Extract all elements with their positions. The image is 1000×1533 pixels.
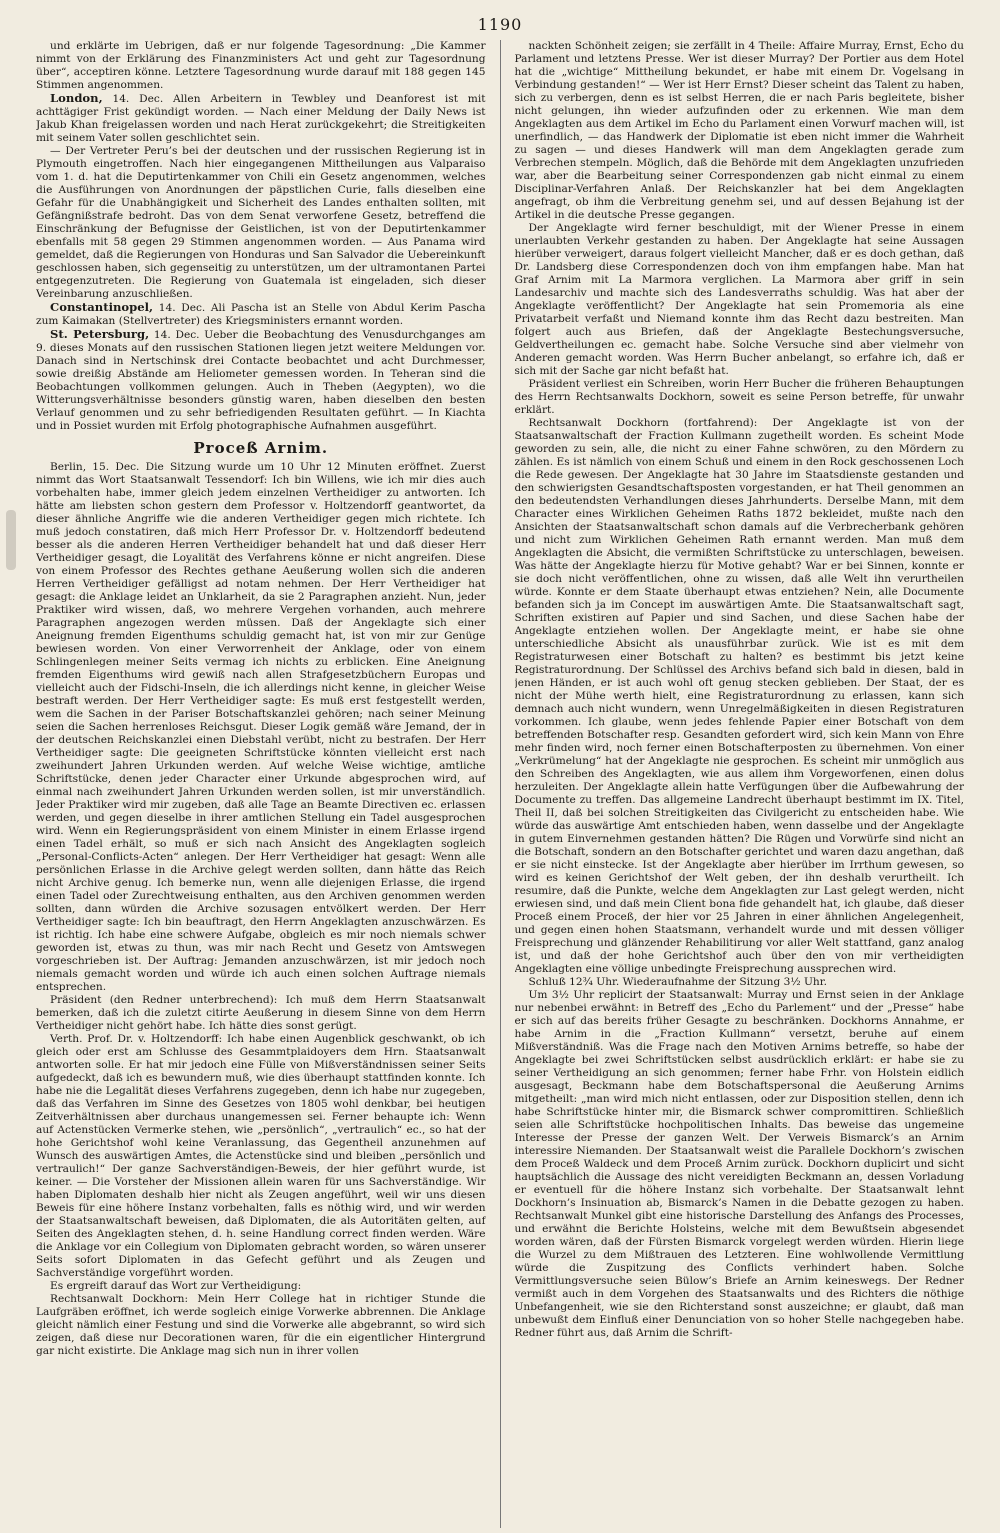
paragraph	[515, 40, 965, 222]
page-number: 1190	[477, 15, 523, 34]
paragraph-text: Rechtsanwalt Dockhorn (fortfahrend): Der Angeklagte ist von der Staatsanwaltschaft der Fraction Kullmann zugetheilt worden. Es scheint Mode geworden zu sein, alle, die nicht zu einer Fahne schwören, zu den Mördern zu zählen. Es ist nämlich von einem Schuß und einem in den Rock geschossenen Loch die Rede gewesen. Der Angeklagte hat 30 Jahre im Staatsdienste gestanden und den schwierigsten Gesandtschaftsposten vorgestanden, er hat Theil genommen an den bedeutendsten Verhandlungen dieses Jahrhunderts. Derselbe Mann, mit dem Character eines Wirklichen Geheimen Raths 1872 bekleidet, mußte nach den Ansichten der Staatsanwaltschaft schon damals auf die Verbrecherbank gehören und nicht zum Wirklichen Geheimen Rath ernannt werden. Man muß dem Angeklagten die Absicht, die vermißten Schriftstücke zu unterschlagen, beweisen. Was hätte der Angeklagte hierzu für Motive gehabt? War er bei Sinnen, konnte er sie doch nicht veröffentlichen, ohne zu wissen, daß alle Welt ihn verurtheilen würde. Konnte er dem Staate überhaupt etwas entziehen? Nein, alle Documente befanden sich ja im Concept im auswärtigen Amte. Die Staatsanwaltschaft sagt, Schriften existiren auf Papier und sind Sachen, und diese Sachen habe der Angeklagte entziehen wollen. Der Angeklagte meint, er habe sie ohne unterschiedliche Absicht als unausführbar zurück. Wie ist es mit dem Registraturwesen einer Botschaft zu halten? es bestimmt bis jetzt keine Registraturordnung. Der Schlüssel des Archivs befand sich bald in diesen, bald in jenen Händen, er ist auch wohl oft genug stecken geblieben. Der Staat, der es nicht der Mühe werth hielt, eine Registraturordnung zu erlassen, kann sich demnach auch nicht wundern, wenn Unregelmäßigkeiten in diesen Registraturen vorkommen. Ich glaube, wenn jedes fehlende Papier einer Botschaft von dem betreffenden Botschafter resp. Gesandten gefordert wird, sich kein Mann von Ehre mehr finden wird, noch ferner einen Botschafterposten zu übernehmen. Von einer „Verkrümelung“ hat der Angeklagte nie gesprochen. Es scheint mir unmöglich aus den Schreiben des Angeklagten, wie aus allem ihm Vorgeworfenen, einen dolus herzuleiten. Der Angeklagte allein hatte Verfügungen über die Aufbewahrung der Documente zu treffen. Das allgemeine Landrecht überhaupt bestimmt im IX. Titel, Theil II, daß bei solchen Streitigkeiten das Civilgericht zu entscheiden habe. Wie würde das auswärtige Amt entschieden haben, wenn dasselbe und der Angeklagte in gutem Einvernehmen gestanden hätten? Die Rügen und Vorwürfe sind nicht an die Botschaft, sondern an den Botschafter gerichtet und waren dazu angethan, daß er sie nicht einstecke. Ist der Angeklagte aber hierüber im Irrthum gewesen, so wird es keinen Gerichtshof der Welt geben, der ihn deshalb verurtheilt. Ich resumire, daß die Punkte, welche dem Angeklagten zur Last gelegt werden, nicht erwiesen sind, und daß mein Client bona fide gehandelt hat, ich glaube, daß dieser Proceß einem Proceß, der hier vor 25 Jahren in einer ähnlichen Angelegenheit, und gegen einen hohen Staatsmann, verhandelt wurde und mit dessen völliger Freisprechung und glänzender Rehabilitirung vor aller Welt stattfand, ganz analog ist, und daß der hohe Gerichtshof auch über den von mir vertheidigten Angeklagten eine völlige unbedingte Freisprechung aussprechen wird.	[514, 417, 965, 975]
paragraph	[36, 461, 486, 994]
paragraph-text: Rechtsanwalt Dockhorn: Mein Herr College hat in richtiger Stunde die Laufgräben eröffnet, ich werde sogleich einige Vorwerke abbrennen. Die Anklage gleicht nämlich einer Festung und sind die Vorwerke alle abgebrannt, so wird sich zeigen, daß diese nur Decorationen waren, für die ein eigentlicher Hintergrund gar nicht existirte. Die Anklage mag sich nun in ihrer vollen	[36, 1293, 486, 1357]
paragraph	[36, 145, 486, 301]
paragraph	[515, 976, 965, 989]
dateline: London,	[50, 91, 103, 105]
paragraph-text: 14. Dec. Allen Arbeitern in Tewbley und Deanforest ist mit achttägiger Frist gekündigt worden. — Nach einer Meldung der Daily News ist Jakub Khan freigelassen worden und nach Herat zurückgekehrt; die Streitigkeiten mit seinem Vater sollen geschlichtet sein.	[36, 93, 486, 144]
paragraph	[36, 1280, 486, 1293]
dateline: St. Petersburg,	[50, 327, 150, 341]
paragraph-text: Es ergreift darauf das Wort zur Vertheidigung:	[50, 1280, 302, 1292]
paragraph-text: Verth. Prof. Dr. v. Holtzendorff: Ich habe einen Augenblick geschwankt, ob ich gleich oder erst am Schlusse des Gesammtplaidoyers dem Hrn. Staatsanwalt antworten solle. Er hat mir jedoch eine Fülle von Mißverständnissen seiner Seits aufgedeckt, daß ich es bewundern muß, wie dies überhaupt stattfinden konnte. Ich habe nie die Legalität dieses Verfahrens zugegeben, denn ich habe nur zugegeben, daß das Verfahren im Sinne des Gesetzes von 1805 wohl denkbar, bei heutigen Zeitverhältnissen aber durchaus unangemessen sei. Ferner behaupte ich: Wenn auf Actenstücken Vermerke stehen, wie „persönlich“, „vertraulich“ ec., so hat der hohe Gerichtshof wohl keine Veranlassung, das Gegentheil anzunehmen auf Wunsch des auswärtigen Amtes, die Actenstücke sind und bleiben „persönlich und vertraulich!“ Der ganze Sachverständigen-Beweis, der hier geführt wurde, ist keiner. — Die Vorsteher der Missionen allein waren für uns Sachverständige. Wir haben Diplomaten deshalb hier nicht als Zeugen angeführt, weil wir uns diesen Beweis für eine höhere Instanz vorbehalten, falls es nöthig wird, und wir werden der Staatsanwaltschaft beweisen, daß Diplomaten, die als Autoritäten gelten, auf Seiten des Angeklagten stehen, d. h. seine Handlung correct finden werden. Wäre die Anklage vor ein Collegium von Diplomaten gebracht worden, so wären unserer Seits sofort Diplomaten in das Gefecht geführt und als Zeugen und Sachverständige vorgeführt worden.	[36, 1033, 486, 1279]
paragraph-text: Präsident (den Redner unterbrechend): Ich muß dem Herrn Staatsanwalt bemerken, daß ich die zuletzt citirte Aeußerung in diesem Sinne von dem Herrn Vertheidiger nicht gehört habe. Ich hätte dies sonst gerügt.	[36, 994, 486, 1032]
paragraph	[36, 994, 486, 1033]
paragraph	[36, 1033, 486, 1280]
paragraph-text: Der Angeklagte wird ferner beschuldigt, mit der Wiener Presse in einem unerlaubten Verkehr gestanden zu haben. Der Angeklagte hat seine Aussagen hierüber verweigert, daraus folgert vielleicht Mancher, daß er es doch gethan, daß Dr. Landsberg diese Correspondenzen doch von ihm empfangen habe. Man hat Graf Arnim mit La Marmora verglichen. La Marmora aber griff in sein Landesarchiv und machte sich des Landesverraths schuldig. Was hat aber der Angeklagte veröffentlicht? Der Angeklagte hat sein Promemoria als eine Privatarbeit verfaßt und Niemand konnte ihm das Recht dazu bestreiten. Man folgert auch aus Briefen, daß der Angeklagte Bestechungsversuche, Geldvertheilungen ec. gemacht habe. Solche Versuche sind aber vielmehr von Anderen gemacht worden. Was Herrn Bucher anbelangt, so erfahre ich, daß er sich mit der Sache gar nicht befaßt hat.	[514, 222, 965, 377]
paragraph-text: 14. Dec. Ali Pascha ist an Stelle von Abdul Kerim Pascha zum Kaimakan (Stellvertreter) des Kriegsministers ernannt worden.	[36, 302, 486, 327]
paragraph	[515, 222, 965, 378]
paragraph-text: und erklärte im Uebrigen, daß er nur folgende Tagesordnung: „Die Kammer nimmt von der Erklärung des Finanzministers Act und geht zur Tagesordnung über“, acceptiren könne. Letztere Tagesordnung wurde darauf mit 188 gegen 145 Stimmen angenommen.	[36, 40, 486, 91]
paragraph-text: 14. Dec. Ueber die Beobachtung des Venusdurchganges am 9. dieses Monats auf den russischen Stationen liegen jetzt weitere Meldungen vor. Danach sind in Nertschinsk drei Contacte beobachtet und acht Durchmesser, sowie dreißig Abstände am Heliometer gemessen worden. In Teheran sind die Beobachtungen vollkommen gelungen. Auch in Theben (Aegypten), wo die Witterungsverhältnisse besonders günstig waren, haben dieselben den besten Verlauf genommen und zu sehr befriedigenden Resultaten geführt. — In Kiachta und in Possiet wurden mit Erfolg photographische Aufnahmen ausgeführt.	[36, 329, 486, 432]
dateline: Constantinopel,	[50, 300, 154, 314]
columns	[36, 40, 964, 1528]
paragraph-text: Schluß 12¾ Uhr. Wiederaufnahme der Sitzung 3½ Uhr.	[528, 976, 828, 988]
paragraph-text: nackten Schönheit zeigen; sie zerfällt in 4 Theile: Affaire Murray, Ernst, Echo du Parlament und letztens Presse. Wer ist dieser Murray? Der Portier aus dem Hotel hat die „wichtige“ Mittheilung bekundet, er habe mit einem Dr. Vogelsang in Verbindung gestanden!“ — Wer ist Herr Ernst? Dieser scheint das Talent zu haben, sich zu verbergen, denn es ist selbst Herren, die er nach Paris begleitete, bisher nicht gelungen, ihn wieder aufzufinden oder zu erkennen. Wie man dem Angeklagten aus dem Artikel im Echo du Parlament einen Vorwurf machen will, ist unerfindlich, — das Handwerk der Diplomatie ist eben nicht immer die Wahrheit zu sagen — und dieses Handwerk will man dem Angeklagten gerade zum Verbrechen stempeln. Möglich, daß die Behörde mit dem Angeklagten unzufrieden war, aber die Bearbeitung seiner Correspondenzen gab nicht einmal zu einem Disciplinar-Verfahren Anlaß. Der Reichskanzler hat bei dem Angeklagten angefragt, ob ihm die Verbreitung genehm sei, und auf dessen Bejahung ist der Artikel in die deutsche Presse gegangen.	[514, 40, 965, 221]
paragraph-text: Um 3½ Uhr replicirt der Staatsanwalt: Murray und Ernst seien in der Anklage nur nebenbei erwähnt: in Betreff des „Echo du Parlement“ und der „Presse“ habe er sich auf das bereits früher Gesagte zu beschränken. Dockhorns Annahme, er habe Arnim in die „Fraction Kullmann“ versetzt, beruhe auf einem Mißverständniß. Was die Frage nach den Motiven Arnims betreffe, so habe der Angeklagte bei zwei Schriftstücken selbst ausdrücklich erklärt: er habe sie zu seiner Vertheidigung an sich genommen; ferner habe Frhr. von Holstein eidlich ausgesagt, Beckmann habe dem Botschaftspersonal die Aeußerung Arnims mitgetheilt: „man wird mich nicht entlassen, oder zur Disposition stellen, denn ich habe Schriftstücke hinter mir, die Bismarck schwer compromittiren. Schließlich seien alle Schriftstücke hochpolitischen Inhalts. Das beweise das ungemeine Interesse der Presse der ganzen Welt. Der Verweis Bismarck’s an Arnim interessire Niemanden. Der Staatsanwalt weist die Parallele Dockhorn’s zwischen dem Proceß Waldeck und dem Proceß Arnim zurück. Dockhorn duplicirt und sicht hauptsächlich die Aussage des nicht vereidigten Beckmann an, dessen Vorladung er eventuell für die höhere Instanz sich vorbehalte. Der Staatsanwalt lehnt Dockhorn’s Insinuation ab, Bismarck’s Namen in die Debatte gezogen zu haben. Rechtsanwalt Munkel gibt eine historische Darstellung des Anfangs des Processes, und erwähnt die Berichte Holsteins, welche mit dem Bewußtsein abgesendet worden wären, daß der Fürsten Bismarck vorgelegt werden würden. Hierin liege die Wurzel zu dem Mißtrauen des Letzteren. Eine wohlwollende Vermittlung würde die Zuspitzung des Conflicts verhindert haben. Solche Vermittlungsversuche seien Bülow’s Briefe an Arnim keineswegs. Der Redner vermißt auch in dem Vorgehen des Staatsanwalts und des Richters die nöthige Unbefangenheit, wie sie den Richterstand sonst auszeichne; er glaubt, daß man unbewußt dem Einfluß einer Denunciation von so hoher Stelle nachgegeben habe. Redner führt aus, daß Arnim die Schrift-	[514, 989, 965, 1339]
article-title: Proceß Arnim.	[193, 439, 329, 457]
paragraph	[515, 378, 965, 417]
left-column	[36, 40, 486, 1528]
column-divider	[500, 40, 501, 1528]
scan-smudge	[6, 510, 16, 570]
paragraph-text: Präsident verliest ein Schreiben, worin Herr Bucher die früheren Behauptungen des Herrn Rechtsanwalts Dockhorn, soweit es seine Person betreffe, für unwahr erklärt.	[514, 378, 965, 416]
paragraph	[515, 989, 965, 1340]
right-column	[515, 40, 965, 1528]
paragraph	[36, 301, 486, 328]
paragraph	[36, 328, 486, 433]
paragraph-text: — Der Vertreter Peru’s bei der deutschen und der russischen Regierung ist in Plymouth eingetroffen. Nach hier eingegangenen Mittheilungen aus Valparaiso vom 1. d. hat die Deputirtenkammer von Chili ein Gesetz angenommen, welches die Ausführungen von Anordnungen der päpstlichen Curie, falls dieselben eine Gefahr für die Unabhängigkeit und Sicherheit des Landes enthalten sollten, mit Gefängnißstrafe bedroht. Das von dem Senat verworfene Gesetz, betreffend die Einschränkung der Befugnisse der Geistlichen, ist von der Deputirtenkammer ebenfalls mit 58 gegen 29 Stimmen angenommen worden. — Aus Panama wird gemeldet, daß die Regierungen von Honduras und San Salvador die Uebereinkunft geschlossen haben, sich gegenseitig zu unterstützen, um der ultramontanen Partei entgegenzutreten. Die Regierung von Guatemala ist eingeladen, sich dieser Vereinbarung anzuschließen.	[36, 145, 486, 300]
paragraph	[515, 417, 965, 976]
paragraph	[36, 92, 486, 145]
paragraph-text: Berlin, 15. Dec. Die Sitzung wurde um 10 Uhr 12 Minuten eröffnet. Zuerst nimmt das Wort Staatsanwalt Tessendorf: Ich bin Willens, wie ich mir dies auch vorbehalten habe, immer gleich jedem einzelnen Vertheidiger zu antworten. Ich hätte am liebsten schon gestern dem Professor v. Holtzendorff geantwortet, da dieser ähnliche Angriffe wie die anderen Vertheidiger gegen mich richtete. Ich muß jedoch constatiren, daß mich Herr Professor Dr. v. Holtzendorff bedeutend besser als die anderen Herren Vertheidiger behandelt hat und daß dieser Herr Vertheidiger gesagt, die Loyalität des Verfahrens könne er nicht angreifen. Diese von einem Professor des Rechtes gethane Aeußerung wollen sich die anderen Herren Vertheidiger gefälligst ad notam nehmen. Der Herr Vertheidiger hat gesagt: die Anklage leidet an Unklarheit, da sie 2 Paragraphen anzieht. Nun, jeder Praktiker wird wissen, daß, wo mehrere Vergehen vorhanden, auch mehrere Paragraphen angezogen werden müssen. Daß der Angeklagte sich einer Aneignung fremden Eigenthums schuldig gemacht hat, ist von mir zur Genüge bewiesen worden. Von einer Verworrenheit der Anklage, oder von einem Schlingenlegen meiner Seits vermag ich nichts zu erblicken. Eine Aneignung fremden Eigenthums wird gewiß nach allen Strafgesetzbüchern Europas und vielleicht auch der Fidschi-Inseln, die ich allerdings nicht kenne, in gleicher Weise bestraft werden. Der Herr Vertheidiger sagte: Es muß erst festgestellt werden, wem die Sachen in der Pariser Botschaftskanzlei gehören; nach seiner Meinung seien die Sachen herrenloses Reichsgut. Dieser Logik gemäß wäre Jemand, der in der deutschen Reichskanzlei einen Diebstahl verübt, nicht zu bestrafen. Der Herr Vertheidiger sagte: Die geeigneten Schriftstücke könnten vielleicht erst nach zweihundert Jahren Urkunden werden. Auf welche Weise wichtige, amtliche Schriftstücke, denen jeder Character einer Urkunde abgesprochen wird, auf einmal nach zweihundert Jahren Urkunden werden sollen, ist mir unverständlich. Jeder Praktiker wird mir zugeben, daß alle Tage an Beamte Directiven ec. erlassen werden, und gegen dieselbe in ihrer amtlichen Stellung ein Tadel ausgesprochen wird. Wenn ein Regierungspräsident von einem Minister in einem Erlasse irgend einen Tadel erhält, so muß er sich nach Ansicht des Angeklagten sogleich „Personal-Conflicts-Acten“ anlegen. Der Herr Vertheidiger hat gesagt: Wenn alle persönlichen Erlasse in die Archive gelegt werden sollten, dann hätte das Reich nicht Archive genug. Ich bemerke nun, wenn alle diejenigen Erlasse, die irgend einen Tadel oder Zurechtweisung enthalten, aus den Archiven genommen werden sollten, dann würden die Archive sozusagen entvölkert werden. Der Herr Vertheidiger sagte: Ich bin beauftragt, den Herrn Angeklagten anzuschwärzen. Es ist richtig. Ich habe eine schwere Aufgabe, obgleich es mir noch niemals schwer geworden ist, etwas zu thun, was mir nach Recht und Gesetz von Amtswegen vorgeschrieben ist. Der Auftrag: Jemanden anzuschwärzen, ist mir jedoch noch niemals gemacht worden und würde ich auch einen solchen Auftrage niemals entsprechen.	[36, 461, 486, 993]
paragraph	[36, 1293, 486, 1358]
paragraph	[36, 40, 486, 92]
